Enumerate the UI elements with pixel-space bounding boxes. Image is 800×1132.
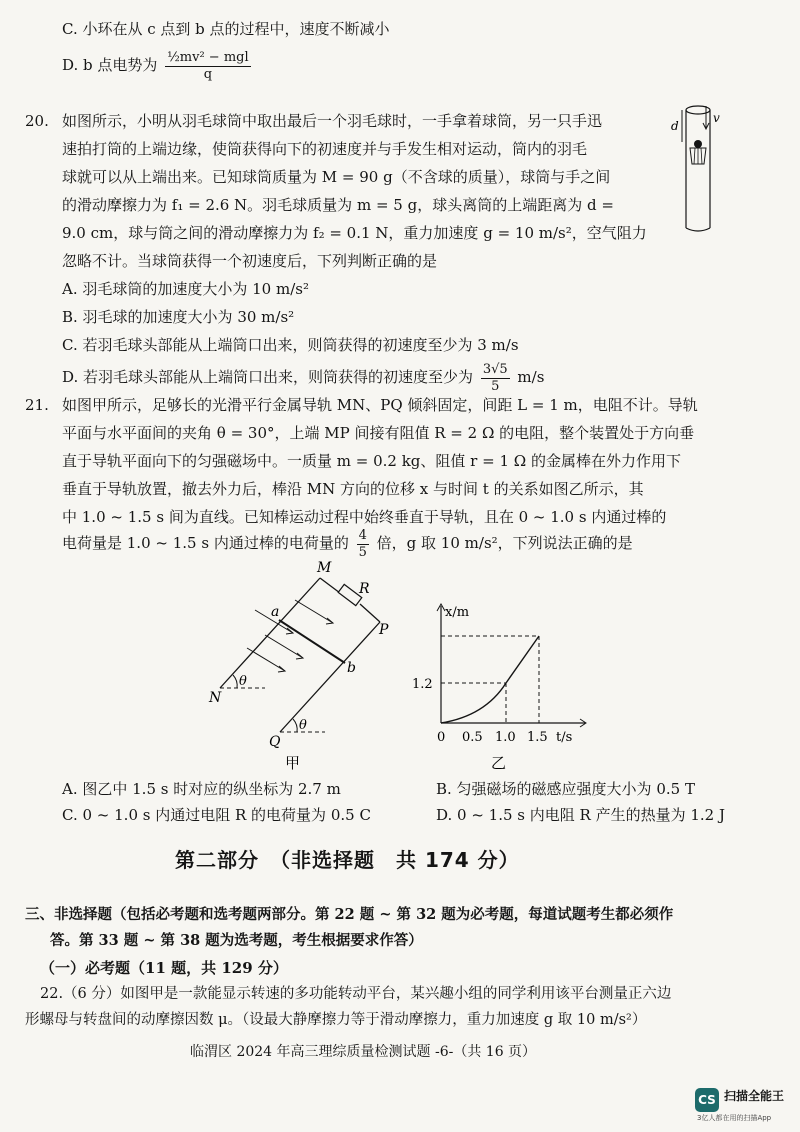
part2-title: 第二部分 （非选择题 共 174 分） — [175, 848, 520, 872]
q21-option-c: C. 0 ~ 1.0 s 内通过电阻 R 的电荷量为 0.5 C — [62, 806, 371, 824]
rail-mn — [220, 578, 320, 688]
xt-straight-segment — [506, 636, 539, 683]
q20-line-1: 如图所示，小明从羽毛球筒中取出最后一个羽毛球时，一手拿着球筒，另一只手迅 — [62, 112, 603, 130]
q21-option-b: B. 匀强磁场的磁感应强度大小为 0.5 T — [436, 780, 695, 798]
q21-line-3: 直于导轨平面向下的匀强磁场中。一质量 m = 0.2 kg、阻值 r = 1 Ω 的金属棒在外力作用下 — [62, 452, 681, 470]
caption-yi: 乙 — [491, 754, 507, 772]
q21-fraction — [357, 528, 369, 560]
q21-option-a: A. 图乙中 1.5 s 时对应的纵坐标为 2.7 m — [62, 780, 341, 798]
q20-line-3: 球就可以从上端出来。已知球筒质量为 M = 90 g（不含球的质量），球筒与手之间 — [62, 168, 611, 186]
metal-rod-ab — [279, 620, 345, 663]
x-tick-1-0: 1.0 — [495, 730, 516, 745]
label-q: Q — [269, 734, 281, 750]
q21-line-5: 中 1.0 ~ 1.5 s 间为直线。已知棒运动过程中始终垂直于导轨，且在 0 ~ 1.0 s 内通过棒的 — [62, 508, 667, 526]
fraction-numerator: 4 — [358, 528, 367, 543]
y-axis-label: x/m — [445, 605, 470, 620]
watermark-title: 扫描全能王 — [724, 1089, 785, 1103]
label-theta-n: θ — [239, 674, 247, 689]
shuttlecock-head — [694, 140, 702, 148]
page-footer: 临渭区 2024 年高三理综质量检测试题 -6-（共 16 页） — [190, 1044, 537, 1060]
label-r: R — [359, 581, 370, 597]
q21-line-6-suffix: 倍，g 取 10 m/s²，下列说法正确的是 — [376, 534, 633, 553]
label-v: v — [713, 111, 720, 125]
q19-option-d-fraction — [165, 50, 250, 82]
wire-m-r — [320, 578, 340, 593]
fraction-numerator: ½mv² − mgl — [167, 50, 249, 65]
q21-line-1: 如图甲所示，足够长的光滑平行金属导轨 MN、PQ 倾斜固定，间距 L = 1 m，电阻不计。导轨 — [62, 396, 698, 414]
tube-bottom — [686, 228, 710, 231]
q20-line-2: 速拍打筒的上端边缘，使筒获得向下的初速度并与手发生相对运动，筒内的羽毛 — [62, 140, 588, 158]
q21-line-6-prefix: 电荷量是 1.0 ~ 1.5 s 内通过棒的电荷量的 — [62, 534, 349, 553]
fraction-denominator: 5 — [358, 544, 367, 560]
label-a: a — [271, 604, 280, 620]
q19-option-d-prefix: D. b 点电势为 — [62, 56, 158, 75]
required-subsection: （一）必考题（11 题，共 129 分） — [40, 959, 288, 977]
q20-line-6: 忽略不计。当球筒获得一个初速度后，下列判断正确的是 — [62, 252, 438, 270]
x-axis-label: t/s — [556, 730, 573, 745]
q20-option-a: A. 羽毛球筒的加速度大小为 10 m/s² — [62, 280, 309, 298]
q19-option-c: C. 小环在从 c 点到 b 点的过程中，速度不断减小 — [62, 20, 390, 38]
label-n: N — [209, 690, 222, 706]
tube-figure — [668, 98, 728, 238]
q20-option-d-unit: m/s — [517, 368, 545, 387]
q20-line-5: 9.0 cm，球与筒之间的滑动摩擦力为 f₂ = 0.1 N，重力加速度 g = 10 m/s²，空气阻力 — [62, 224, 647, 242]
caption-jia: 甲 — [285, 754, 301, 770]
label-theta-q: θ — [299, 718, 307, 733]
fraction-denominator: q — [203, 66, 213, 82]
x-tick-1-5: 1.5 — [527, 730, 548, 745]
fraction-denominator: 5 — [491, 378, 500, 394]
label-m: M — [317, 560, 332, 576]
q20-option-d — [62, 362, 544, 394]
rail-pq — [280, 622, 380, 732]
wire-r-p — [360, 604, 380, 622]
q22-line-1: 22.（6 分）如图甲是一款能显示转速的多功能转动平台，某兴趣小组的同学利用该平台测量正六边 — [40, 986, 672, 1002]
q21-option-d: D. 0 ~ 1.5 s 内电阻 R 产生的热量为 1.2 J — [436, 806, 725, 824]
q20-line-4: 的滑动摩擦力为 f₁ = 2.6 N。羽毛球质量为 m = 5 g，球头离筒的上端距离为 d = — [62, 196, 614, 214]
q20-option-c: C. 若羽毛球头部能从上端筒口出来，则筒获得的初速度至少为 3 m/s — [62, 336, 519, 354]
q21-line-4: 垂直于导轨放置，撤去外力后，棒沿 MN 方向的位移 x 与时间 t 的关系如图乙所示，其 — [62, 480, 644, 498]
watermark-subtitle: 3亿人都在用的扫描App — [697, 1114, 772, 1122]
rails-figure — [195, 560, 405, 770]
section-three-line-1: 三、非选择题（包括必考题和选考题两部分。第 22 题 ~ 第 32 题为必考题，每道试题考生都必须作 — [25, 906, 674, 923]
q20-option-b: B. 羽毛球的加速度大小为 30 m/s² — [62, 308, 295, 326]
x-tick-0-5: 0.5 — [462, 730, 483, 745]
label-b: b — [347, 660, 356, 676]
xt-curve — [441, 683, 506, 723]
xt-graph — [405, 598, 595, 778]
q19-option-d — [62, 50, 254, 82]
q22-line-2: 形螺母与转盘间的动摩擦因数 μ。（设最大静摩擦力等于滑动摩擦力，重力加速度 g 取 10 m/s²） — [25, 1012, 647, 1028]
fraction-numerator: 3√5 — [482, 362, 508, 377]
q20-number: 20. — [25, 112, 49, 130]
q21-number: 21. — [25, 396, 49, 414]
label-p: P — [379, 622, 389, 638]
q21-line-2: 平面与水平面间的夹角 θ = 30°，上端 MP 间接有阻值 R = 2 Ω 的电阻，整个装置处于方向垂 — [62, 424, 695, 442]
q20-option-d-fraction — [481, 362, 510, 394]
label-d: d — [671, 119, 679, 133]
q21-line-6 — [62, 528, 633, 560]
y-tick-1-2: 1.2 — [412, 677, 433, 692]
camscanner-logo-icon: CS — [695, 1088, 719, 1112]
x-tick-0: 0 — [437, 730, 446, 745]
section-three-line-2: 答。第 33 题 ~ 第 38 题为选考题，考生根据要求作答） — [50, 932, 423, 949]
q20-option-d-prefix: D. 若羽毛球头部能从上端筒口出来，则筒获得的初速度至少为 — [62, 368, 474, 387]
